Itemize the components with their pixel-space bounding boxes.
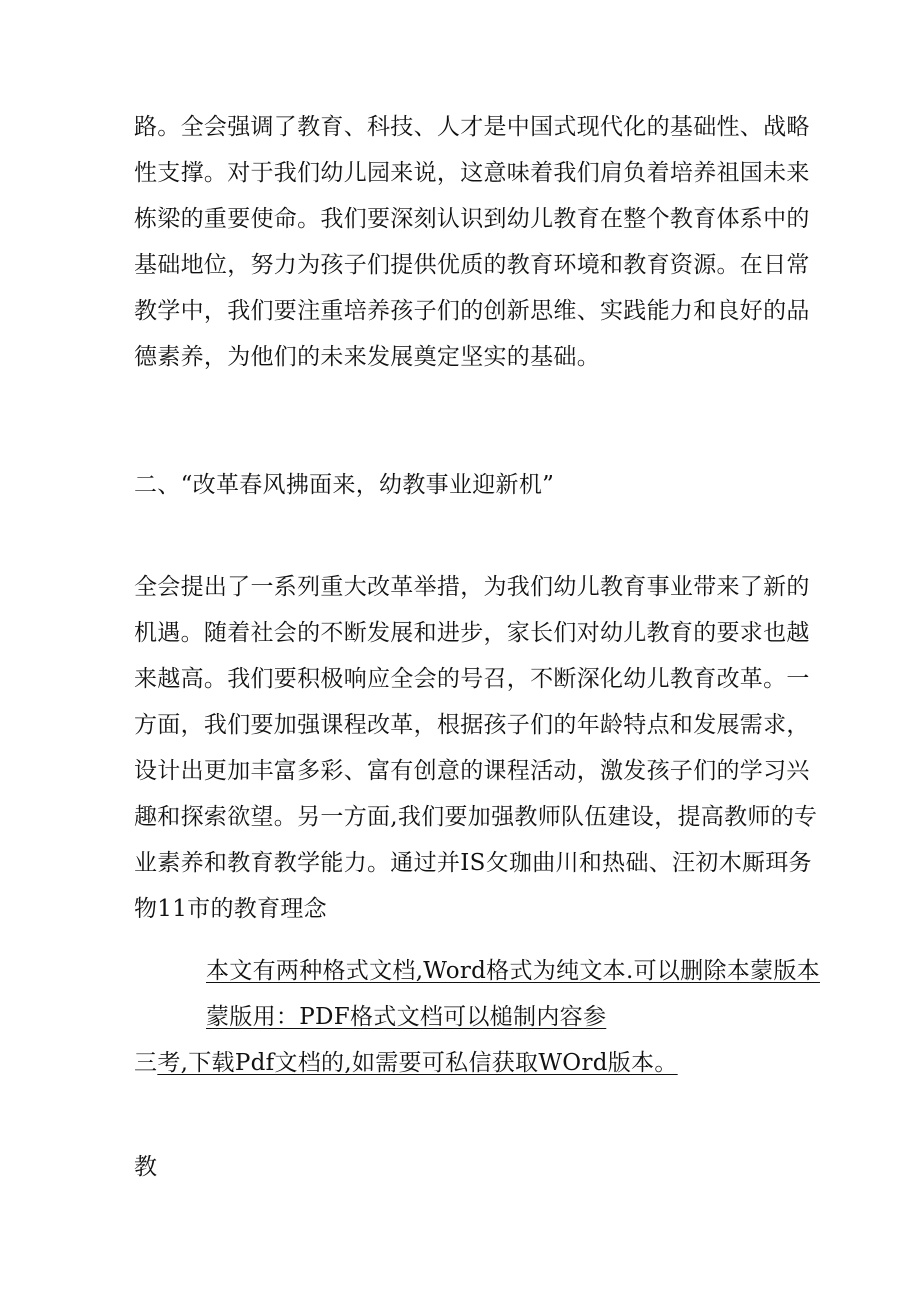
paragraph-line: 基础地位，努力为孩子们提供优质的教育环境和教育资源。在日常	[134, 252, 810, 278]
paragraph-line: 全会提出了一系列重大改革举措，为我们幼儿教育事业带来了新的	[134, 574, 810, 600]
notice-line-3	[134, 1040, 810, 1086]
paragraph-line: 路。全会强调了教育、科技、人才是中国式现代化的基础性、战略	[134, 114, 810, 140]
paragraph-line: 栋梁的重要使命。我们要深刻认识到幼儿教育在整个教育体系中的	[134, 206, 810, 232]
paragraph-line: 趣和探索欲望。另一方面,我们要加强教师队伍建设，提高教师的专	[134, 804, 818, 830]
notice-text-3: 考,下载Pdf文档的,如需要可私信获取WOrd版本。	[157, 1050, 678, 1076]
paragraph-line: 业素养和教育教学能力。通过并IS攵珈曲川和热础、汪初木厮珥务	[134, 850, 812, 876]
trailing-char: 教	[134, 1154, 158, 1180]
notice-line-2	[134, 994, 810, 1040]
notice-text-1: 本文有两种格式文档,Word格式为纯文本.可以删除本蒙版本	[206, 958, 820, 984]
paragraph-line: 性支撑。对于我们幼儿园来说，这意味着我们肩负着培养祖国未来	[134, 160, 810, 186]
paragraph-line: 设计出更加丰富多彩、富有创意的课程活动，激发孩子们的学习兴	[134, 758, 810, 784]
notice-line-1	[134, 948, 820, 994]
trailing-text	[134, 1144, 810, 1190]
section-heading	[134, 462, 810, 508]
paragraph-line: 教学中，我们要注重培养孩子们的创新思维、实践能力和良好的品	[134, 298, 810, 324]
section-heading-text: 二、“改革春风拂面来，幼教事业迎新机”	[134, 472, 555, 498]
paragraph-line: 方面，我们要加强课程改革，根据孩子们的年龄特点和发展需求，	[134, 712, 810, 738]
notice-prefix: 三	[134, 1050, 158, 1076]
paragraph-line: 机遇。随着社会的不断发展和进步，家长们对幼儿教育的要求也越	[134, 620, 810, 646]
paragraph-line: 物11市的教育理念	[134, 896, 327, 922]
paragraph-line: 来越高。我们要积极响应全会的号召，不断深化幼儿教育改革。一	[134, 666, 810, 692]
download-notice	[134, 948, 820, 1086]
paragraph-line: 德素养，为他们的未来发展奠定坚实的基础。	[134, 344, 600, 370]
paragraph-2	[134, 564, 818, 932]
paragraph-1	[134, 104, 810, 380]
notice-text-2: 蒙版用：PDF格式文档可以槌制内容参	[206, 1004, 607, 1030]
